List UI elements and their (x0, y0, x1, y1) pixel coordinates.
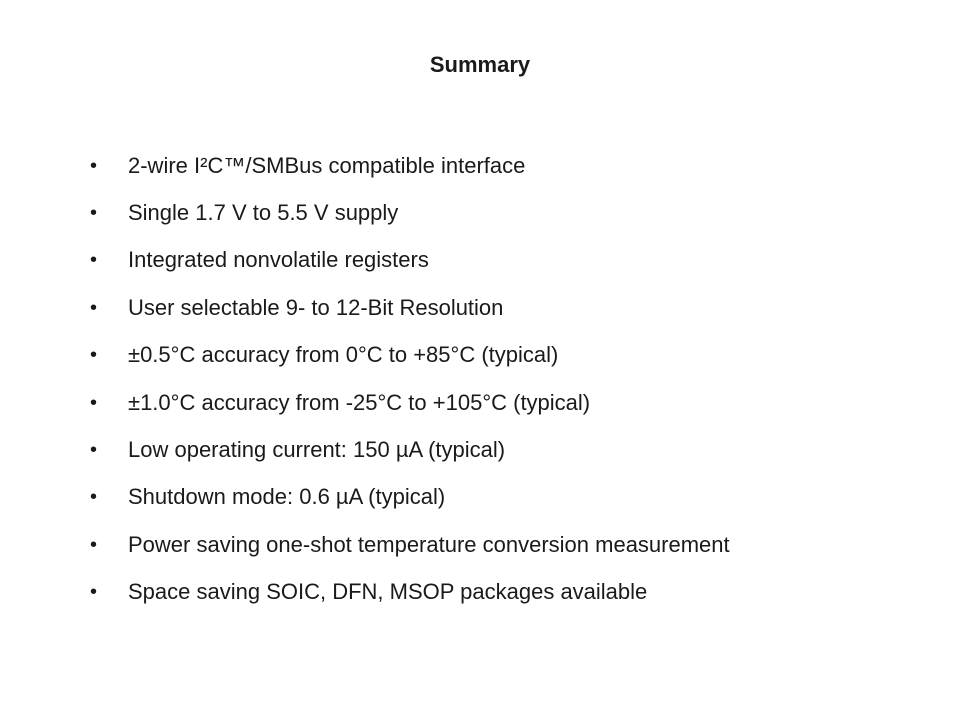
bullet-text: Shutdown mode: 0.6 µA (typical) (128, 484, 446, 510)
bullet-icon: • (90, 581, 98, 604)
bullet-icon: • (90, 202, 98, 225)
bullet-icon: • (90, 439, 98, 462)
bullet-icon: • (90, 154, 98, 177)
slide-title: Summary (429, 52, 531, 77)
bullet-text: 2-wire I²C™/SMBus compatible interface (128, 152, 526, 178)
bullet-text: Space saving SOIC, DFN, MSOP packages available (128, 579, 648, 605)
bullet-text: Low operating current: 150 µA (typical) (128, 437, 506, 463)
bullet-text: Power saving one-shot temperature conversion measurement (128, 531, 730, 557)
bullet-icon: • (90, 391, 98, 414)
bullet-icon: • (90, 344, 98, 367)
bullet-icon: • (90, 533, 98, 556)
bullet-item (90, 426, 930, 473)
bullet-item (90, 521, 930, 568)
bullet-item (90, 142, 930, 189)
bullet-item (90, 474, 930, 521)
bullet-icon: • (90, 296, 98, 319)
bullet-icon: • (90, 249, 98, 272)
bullet-text: ±0.5°C accuracy from 0°C to +85°C (typical) (128, 342, 559, 368)
bullet-list (90, 142, 930, 616)
bullet-item (90, 189, 930, 236)
bullet-item (90, 379, 930, 426)
bullet-text: ±1.0°C accuracy from -25°C to +105°C (typical) (128, 389, 591, 415)
bullet-text: Single 1.7 V to 5.5 V supply (128, 200, 399, 226)
bullet-text: User selectable 9- to 12-Bit Resolution (128, 294, 504, 320)
bullet-text: Integrated nonvolatile registers (128, 247, 429, 273)
bullet-item (90, 237, 930, 284)
bullet-item (90, 569, 930, 616)
bullet-item (90, 332, 930, 379)
bullet-item (90, 284, 930, 331)
bullet-icon: • (90, 486, 98, 509)
